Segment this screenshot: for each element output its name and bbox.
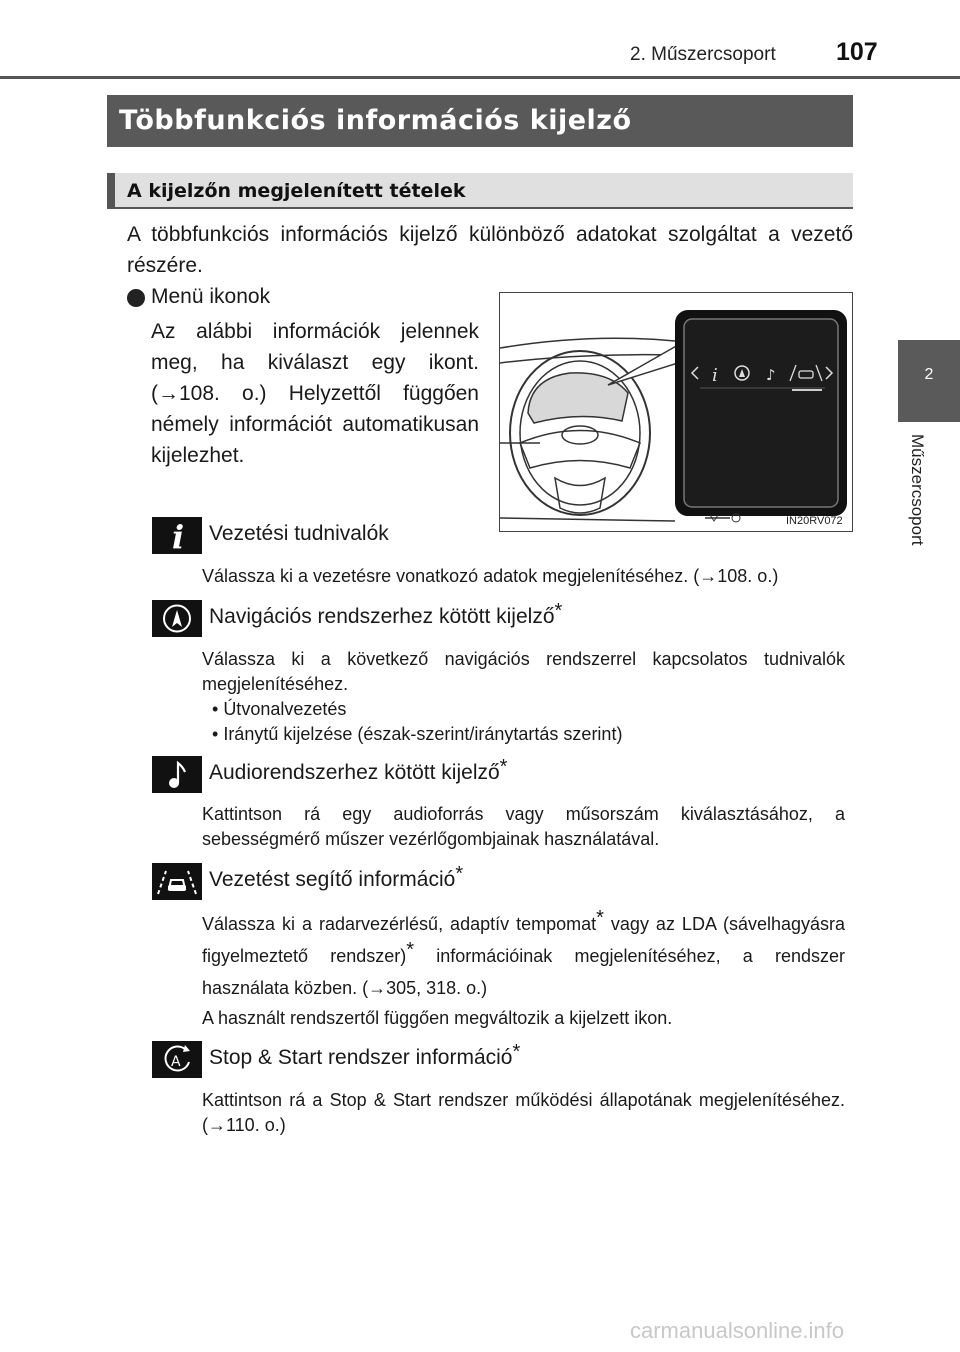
item-desc-navigation: Válassza ki a következő navigációs rendszerrel kapcsolatos tudnivalók megjelenítéséhez. • Útvonalvezetés • Iránytű kijelzése (észak-szerint/iránytartás szerint) bbox=[202, 647, 845, 747]
stop-start-icon bbox=[152, 1041, 202, 1078]
bullet-dot bbox=[127, 289, 145, 307]
footnote-asterisk: * bbox=[554, 600, 563, 622]
footnote-asterisk: * bbox=[455, 863, 464, 885]
dashboard-illustration bbox=[500, 293, 853, 532]
item-desc-driving-assist: Válassza ki a radarvezérlésű, adaptív tempomat* vagy az LDA (sávelhagyásra figyelmeztető rendszer)* információinak megjelenítéséhez, a rendszer használata közben. (→305, 318. o.) bbox=[202, 907, 846, 998]
navigation-icon bbox=[152, 600, 202, 637]
driving-assist-icon bbox=[152, 863, 202, 900]
header-rule bbox=[0, 76, 960, 79]
footnote-asterisk: * bbox=[499, 756, 508, 778]
subtitle-rule bbox=[107, 207, 853, 209]
menu-title: Menü ikonok bbox=[151, 285, 271, 308]
watermark: carmanualsonline.info bbox=[630, 1318, 845, 1343]
menu-body: Az alábbi információk jelennek meg, ha kiválaszt egy ikont. (→108. o.) Helyzettől függően némely információt automatikusan kijelezhet. bbox=[151, 320, 479, 467]
chapter-tab-label: Műszercsoport bbox=[908, 434, 927, 546]
chapter-tab-number: 2 bbox=[924, 366, 934, 383]
dashboard-figure bbox=[499, 292, 853, 532]
list-item: • Útvonalvezetés bbox=[212, 699, 347, 719]
page-title: Többfunkciós információs kijelző bbox=[107, 95, 853, 147]
list-item: • Iránytű kijelzése (észak-szerint/iránytartás szerint) bbox=[212, 724, 623, 744]
item-title-audio: Audiorendszerhez kötött kijelző* bbox=[209, 756, 508, 784]
page-number: 107 bbox=[836, 38, 878, 66]
footnote-asterisk: * bbox=[406, 939, 415, 961]
item-desc-stop-start: Kattintson rá a Stop & Start rendszer működési állapotának megjelenítéséhez. (→110. o.) bbox=[202, 1090, 845, 1135]
running-header-section: 2. Műszercsoport bbox=[630, 44, 776, 65]
intro-paragraph: A többfunkciós információs kijelző különböző adatokat szolgáltat a vezető részére. bbox=[127, 223, 853, 277]
item-title-stop-start: Stop & Start rendszer információ* bbox=[209, 1041, 521, 1069]
figure-code: IN20RV072 bbox=[786, 515, 843, 527]
item-title-navigation: Navigációs rendszerhez kötött kijelző* bbox=[209, 600, 563, 628]
svg-text:i: i bbox=[712, 365, 718, 386]
info-i-icon bbox=[152, 517, 202, 554]
footnote-asterisk: * bbox=[596, 907, 604, 929]
svg-text:♪: ♪ bbox=[766, 366, 776, 384]
item-desc-audio: Kattintson rá egy audioforrás vagy műsorszám kiválasztásához, a sebességmérő műszer vezérlőgombjainak használatával. bbox=[202, 804, 845, 849]
item-title-driving-assist: Vezetést segítő információ* bbox=[209, 863, 464, 891]
item-desc-driving-info: Válassza ki a vezetésre vonatkozó adatok megjelenítéséhez. (→108. o.) bbox=[202, 566, 779, 586]
item-note-driving-assist: A használt rendszertől függően megváltozik a kijelzett ikon. bbox=[202, 1008, 673, 1028]
music-note-icon bbox=[152, 756, 202, 793]
item-title-driving-info: Vezetési tudnivalók bbox=[209, 522, 389, 545]
footnote-asterisk: * bbox=[512, 1041, 521, 1063]
section-subtitle: A kijelzőn megjelenített tételek bbox=[107, 173, 853, 209]
svg-text:A: A bbox=[171, 1054, 181, 1070]
svg-text:i: i bbox=[172, 518, 185, 554]
